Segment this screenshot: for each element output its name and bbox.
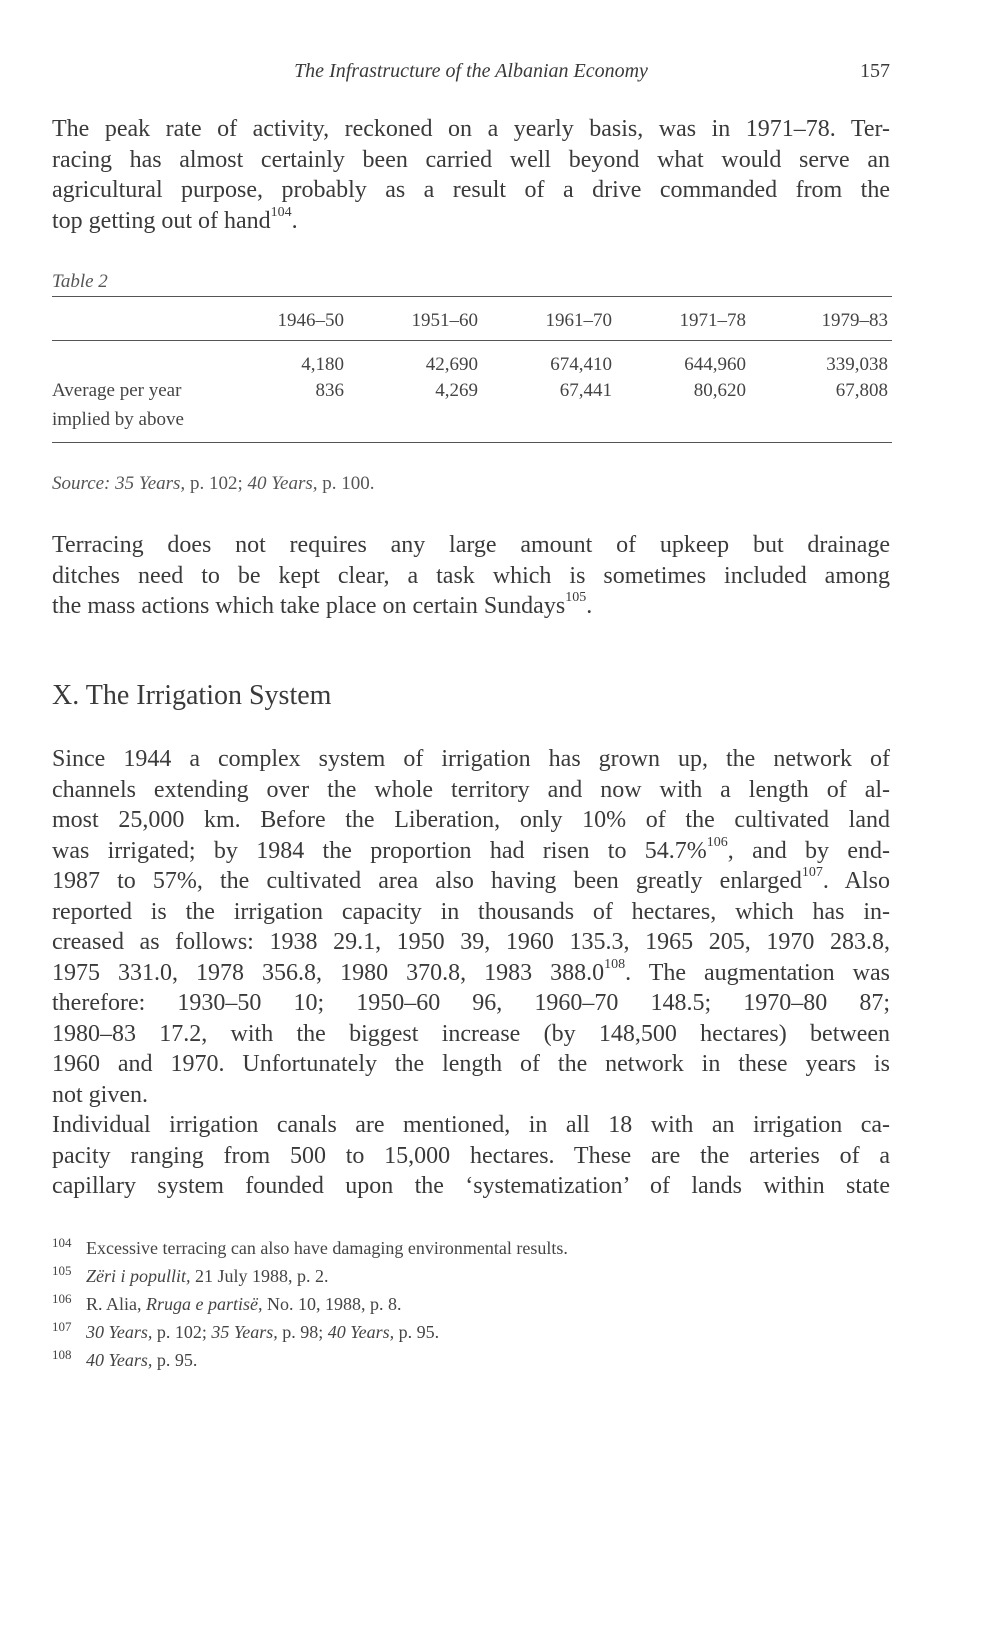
table-cell: 80,620 bbox=[693, 380, 746, 401]
text-fragment: . Also bbox=[822, 868, 890, 894]
text-fragment: , and by end- bbox=[727, 837, 891, 864]
section-heading: X. The Irrigation System bbox=[52, 680, 332, 711]
table-cell: 674,410 bbox=[550, 354, 612, 375]
text-line bbox=[52, 591, 890, 622]
footnote-text: Excessive terracing can also have damaging environmental results. bbox=[86, 1238, 568, 1258]
text-line: not given. bbox=[52, 1081, 148, 1108]
text-line: most 25,000 km. Before the Liberation, only 10% of the cultivated land bbox=[52, 807, 890, 833]
row-label: Average per year bbox=[52, 380, 182, 401]
table-cell: 67,808 bbox=[835, 380, 888, 401]
text-line bbox=[52, 958, 890, 989]
text-line: Terracing does not requires any large amount of upkeep but drainage bbox=[52, 532, 890, 558]
text-line: agricultural purpose, probably as a result of a drive commanded from the bbox=[52, 177, 890, 203]
text-fragment: . The augmentation was bbox=[625, 959, 890, 986]
table-header-rule bbox=[52, 340, 892, 341]
footnotes bbox=[52, 1235, 892, 1378]
table-cell: 644,960 bbox=[684, 354, 746, 375]
text-fragment: the mass actions which take place on certain Sundays bbox=[52, 593, 566, 619]
footnote bbox=[52, 1319, 892, 1350]
citation-title: Zëri i popullit, bbox=[86, 1266, 191, 1286]
text-fragment: . bbox=[291, 207, 298, 234]
text-line: 1960 and 1970. Unfortunately the length of the network in these years is bbox=[52, 1051, 890, 1077]
text-line: reported is the irrigation capacity in thousands of hectares, which has in- bbox=[52, 898, 890, 925]
text-line: ditches need to be kept clear, a task which is sometimes included among bbox=[52, 562, 890, 589]
text-line: The peak rate of activity, reckoned on a yearly basis, was in 1971–78. Ter- bbox=[52, 116, 890, 142]
source-ref-page: p. 102; bbox=[185, 473, 248, 494]
table-bottom-rule bbox=[52, 442, 892, 443]
source-label: Source: bbox=[52, 473, 116, 494]
table-cell: 42,690 bbox=[425, 354, 478, 375]
text-fragment: 1975 331.0, 1978 356.8, 1980 370.8, 1983 388.0 bbox=[52, 959, 605, 986]
irrigation-paragraph bbox=[52, 744, 890, 1110]
citation-title: 30 Years, bbox=[86, 1322, 153, 1342]
text-fragment: 1987 to 57%, the cultivated area also having been greatly enlarged bbox=[52, 868, 802, 894]
table-cell: 4,269 bbox=[435, 380, 478, 401]
text-line bbox=[52, 206, 890, 237]
citation-detail: p. 95. bbox=[152, 1350, 198, 1370]
text-line: therefore: 1930–50 10; 1950–60 96, 1960–70 148.5; 1970–80 87; bbox=[52, 990, 890, 1016]
column-header: 1971–78 bbox=[679, 310, 746, 331]
text-line bbox=[52, 866, 890, 897]
text-fragment: was irrigated; by 1984 the proportion had risen to 54.7% bbox=[52, 837, 707, 864]
citation-detail: 21 July 1988, p. 2. bbox=[190, 1266, 329, 1286]
citation-author: R. Alia, bbox=[86, 1294, 147, 1314]
source-ref-title: 35 Years, bbox=[115, 473, 186, 494]
table-caption: Table 2 bbox=[52, 271, 108, 292]
footnote bbox=[52, 1347, 892, 1378]
table-source bbox=[52, 473, 375, 495]
footnote-number: 106 bbox=[52, 1291, 72, 1306]
footnote bbox=[52, 1235, 892, 1266]
column-header: 1961–70 bbox=[545, 310, 612, 331]
footnote bbox=[52, 1263, 892, 1294]
text-line: pacity ranging from 500 to 15,000 hectares. These are the arteries of a bbox=[52, 1142, 890, 1169]
text-line: Individual irrigation canals are mentioned, in all 18 with an irrigation ca- bbox=[52, 1112, 890, 1138]
text-line: 1980–83 17.2, with the biggest increase (by 148,500 hectares) between bbox=[52, 1020, 890, 1047]
citation-detail: p. 98; bbox=[277, 1322, 328, 1342]
text-line: channels extending over the whole territory and now with a length of al- bbox=[52, 776, 890, 803]
footnote-number: 108 bbox=[52, 1347, 72, 1362]
citation-detail: No. 10, 1988, p. 8. bbox=[262, 1294, 402, 1314]
text-fragment: . bbox=[586, 593, 593, 619]
text-line: capillary system founded upon the ‘systematization’ of lands within state bbox=[52, 1173, 890, 1199]
footnote-ref: 108 bbox=[604, 956, 626, 972]
source-ref-page: p. 100. bbox=[317, 473, 375, 494]
page-number: 157 bbox=[860, 60, 890, 82]
footnote-text bbox=[86, 1350, 197, 1371]
column-header: 1946–50 bbox=[277, 310, 344, 331]
column-header: 1951–60 bbox=[411, 310, 478, 331]
text-line: creased as follows: 1938 29.1, 1950 39, 1960 135.3, 1965 205, 1970 283.8, bbox=[52, 929, 890, 955]
citation-title: Rruga e partisë, bbox=[146, 1294, 263, 1314]
footnote bbox=[52, 1291, 892, 1322]
citation-title: 40 Years, bbox=[86, 1350, 153, 1370]
citation-detail: p. 95. bbox=[394, 1322, 440, 1342]
text-line: racing has almost certainly been carried well beyond what would serve an bbox=[52, 146, 890, 173]
upkeep-paragraph bbox=[52, 530, 890, 622]
footnote-text bbox=[86, 1322, 439, 1343]
table-cell: 339,038 bbox=[826, 354, 888, 375]
running-title: The Infrastructure of the Albanian Economy bbox=[294, 60, 648, 82]
table-top-rule bbox=[52, 296, 892, 297]
text-line bbox=[52, 836, 890, 867]
citation-title: 40 Years, bbox=[327, 1322, 395, 1342]
table-cell: 67,441 bbox=[559, 380, 612, 401]
footnote-ref: 104 bbox=[270, 204, 292, 220]
row-label-continuation: implied by above bbox=[52, 409, 184, 430]
table-cell: 4,180 bbox=[301, 354, 344, 375]
text-line: Since 1944 a complex system of irrigation has grown up, the network of bbox=[52, 746, 890, 772]
footnote-ref: 107 bbox=[801, 865, 823, 880]
footnote-ref: 106 bbox=[706, 834, 728, 850]
footnote-number: 105 bbox=[52, 1263, 72, 1278]
footnote-text bbox=[86, 1266, 329, 1287]
running-header bbox=[52, 60, 890, 90]
source-ref-title: 40 Years, bbox=[247, 473, 318, 494]
footnote-ref: 105 bbox=[565, 590, 587, 605]
citation-detail: p. 102; bbox=[152, 1322, 212, 1342]
citation-title: 35 Years, bbox=[211, 1322, 278, 1342]
footnote-text bbox=[86, 1294, 402, 1315]
footnote-number: 107 bbox=[52, 1319, 72, 1334]
intro-paragraph bbox=[52, 114, 890, 236]
table-cell: 836 bbox=[315, 380, 344, 401]
column-header: 1979–83 bbox=[821, 310, 888, 331]
text-fragment: top getting out of hand bbox=[52, 207, 271, 234]
canals-paragraph bbox=[52, 1110, 890, 1202]
footnote-number: 104 bbox=[52, 1235, 72, 1250]
